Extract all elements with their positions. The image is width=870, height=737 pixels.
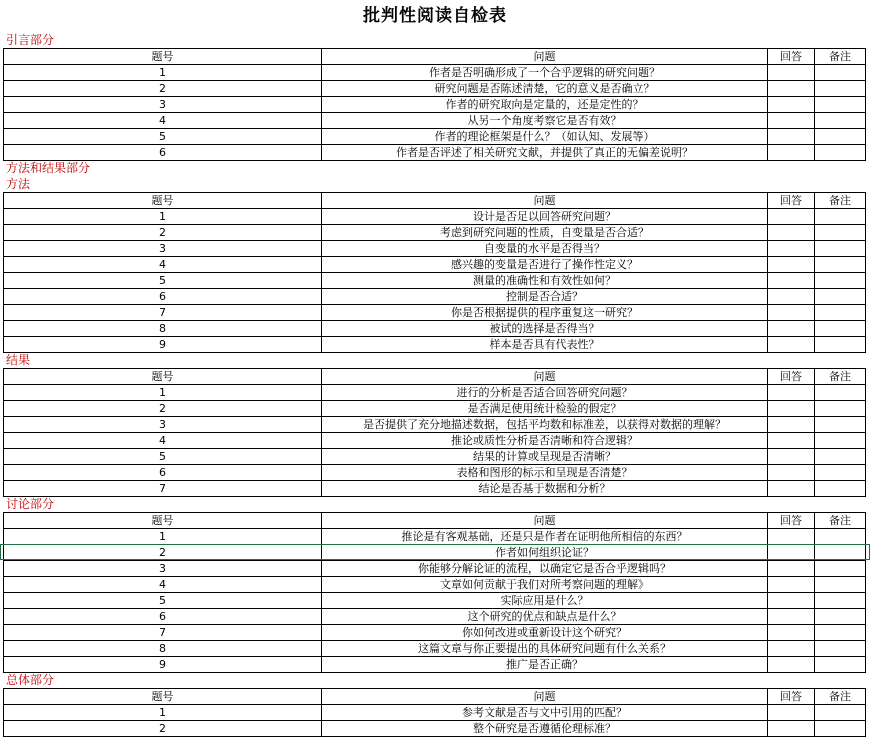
answer-cell[interactable]	[767, 112, 814, 128]
answer-cell[interactable]	[767, 208, 814, 224]
note-cell[interactable]	[814, 704, 866, 720]
question-text[interactable]: 实际应用是什么？	[321, 592, 767, 608]
question-text[interactable]: 你能够分解论证的流程，以确定它是否合乎逻辑吗？	[321, 560, 767, 576]
table-row	[0, 256, 870, 272]
table-row	[0, 592, 870, 608]
table-row	[0, 656, 870, 672]
header-no[interactable]: 题号	[3, 192, 321, 208]
answer-cell[interactable]	[767, 576, 814, 592]
question-text[interactable]: 整个研究是否遵循伦理标准？	[321, 720, 767, 736]
question-number[interactable]: 9	[3, 656, 321, 672]
answer-cell[interactable]	[767, 416, 814, 432]
answer-cell[interactable]	[767, 432, 814, 448]
table-row	[0, 720, 870, 736]
header-note[interactable]: 备注	[814, 48, 866, 64]
table-row	[0, 288, 870, 304]
question-text[interactable]: 样本是否具有代表性？	[321, 336, 767, 352]
question-number[interactable]: 2	[3, 544, 321, 560]
section-label: 方法和结果部分	[6, 161, 91, 175]
table-row	[0, 400, 870, 416]
note-cell[interactable]	[814, 560, 866, 576]
table-row	[0, 240, 870, 256]
question-number[interactable]: 7	[3, 624, 321, 640]
header-note[interactable]: 备注	[814, 192, 866, 208]
table-row	[0, 336, 870, 352]
question-text[interactable]: 是否提供了充分地描述数据，包括平均数和标准差，以获得对数据的理解？	[321, 416, 767, 432]
table-row	[0, 704, 870, 720]
question-text[interactable]: 作者如何组织论证？	[321, 544, 767, 560]
header-answer[interactable]: 回答	[767, 368, 814, 384]
answer-cell[interactable]	[767, 304, 814, 320]
table-row	[0, 560, 870, 576]
table-header-row	[0, 48, 870, 64]
note-cell[interactable]	[814, 304, 866, 320]
table-row	[0, 208, 870, 224]
answer-cell[interactable]	[767, 400, 814, 416]
question-number[interactable]: 7	[3, 304, 321, 320]
question-number[interactable]: 8	[3, 320, 321, 336]
table-row	[0, 576, 870, 592]
header-no[interactable]: 题号	[3, 368, 321, 384]
question-number[interactable]: 1	[3, 208, 321, 224]
table-row	[0, 480, 870, 496]
table-header-row	[0, 368, 870, 384]
note-cell[interactable]	[814, 480, 866, 496]
question-text[interactable]: 进行的分析是否适合回答研究问题？	[321, 384, 767, 400]
table-row	[0, 80, 870, 96]
question-number[interactable]: 1	[3, 704, 321, 720]
table-row	[0, 416, 870, 432]
question-number[interactable]: 9	[3, 336, 321, 352]
header-question[interactable]: 问题	[321, 48, 767, 64]
answer-cell[interactable]	[767, 80, 814, 96]
answer-cell[interactable]	[767, 640, 814, 656]
section-label: 讨论部分	[6, 497, 55, 511]
header-note[interactable]: 备注	[814, 512, 866, 528]
note-cell[interactable]	[814, 144, 866, 160]
question-number[interactable]: 6	[3, 608, 321, 624]
note-cell[interactable]	[814, 96, 866, 112]
answer-cell[interactable]	[767, 384, 814, 400]
header-no[interactable]: 题号	[3, 48, 321, 64]
answer-cell[interactable]	[767, 256, 814, 272]
question-number[interactable]: 2	[3, 80, 321, 96]
note-cell[interactable]	[814, 608, 866, 624]
table-header-row	[0, 688, 870, 704]
question-text[interactable]: 作者的理论框架是什么？（如认知、发展等）	[321, 128, 767, 144]
question-text[interactable]: 你如何改进或重新设计这个研究？	[321, 624, 767, 640]
table-row	[0, 112, 870, 128]
answer-cell[interactable]	[767, 480, 814, 496]
table-header-row	[0, 512, 870, 528]
question-text[interactable]: 作者是否明确形成了一个合乎逻辑的研究问题？	[321, 64, 767, 80]
question-text[interactable]: 推广是否正确？	[321, 656, 767, 672]
note-cell[interactable]	[814, 336, 866, 352]
table-row	[0, 384, 870, 400]
note-cell[interactable]	[814, 240, 866, 256]
question-number[interactable]: 2	[3, 224, 321, 240]
header-answer[interactable]: 回答	[767, 192, 814, 208]
answer-cell[interactable]	[767, 336, 814, 352]
question-number[interactable]: 6	[3, 288, 321, 304]
table-header-row	[0, 192, 870, 208]
note-cell[interactable]	[814, 416, 866, 432]
section-label: 引言部分	[6, 33, 55, 47]
note-cell[interactable]	[814, 384, 866, 400]
note-cell[interactable]	[814, 656, 866, 672]
question-number[interactable]: 1	[3, 384, 321, 400]
question-number[interactable]: 1	[3, 64, 321, 80]
question-number[interactable]: 6	[3, 144, 321, 160]
note-cell[interactable]	[814, 544, 866, 560]
table-row	[0, 432, 870, 448]
answer-cell[interactable]	[767, 96, 814, 112]
question-text[interactable]: 从另一个角度考察它是否有效？	[321, 112, 767, 128]
note-cell[interactable]	[814, 432, 866, 448]
question-text[interactable]: 文章如何贡献于我们对所考察问题的理解》	[321, 576, 767, 592]
table-row	[0, 608, 870, 624]
header-answer[interactable]: 回答	[767, 48, 814, 64]
table-row	[0, 144, 870, 160]
answer-cell[interactable]	[767, 448, 814, 464]
header-answer[interactable]: 回答	[767, 688, 814, 704]
question-text[interactable]: 研究问题是否陈述清楚，它的意义是否确立？	[321, 80, 767, 96]
answer-cell[interactable]	[767, 608, 814, 624]
note-cell[interactable]	[814, 112, 866, 128]
note-cell[interactable]	[814, 400, 866, 416]
header-note[interactable]: 备注	[814, 368, 866, 384]
table-row	[0, 448, 870, 464]
table-row	[0, 464, 870, 480]
question-text[interactable]: 作者是否评述了相关研究文献，并提供了真正的无偏差说明？	[321, 144, 767, 160]
table-row	[0, 224, 870, 240]
question-text[interactable]: 考虑到研究问题的性质，自变量是否合适？	[321, 224, 767, 240]
table-row	[0, 528, 870, 544]
note-cell[interactable]	[814, 448, 866, 464]
answer-cell[interactable]	[767, 272, 814, 288]
header-no[interactable]: 题号	[3, 512, 321, 528]
note-cell[interactable]	[814, 528, 866, 544]
header-no[interactable]: 题号	[3, 688, 321, 704]
note-cell[interactable]	[814, 640, 866, 656]
answer-cell[interactable]	[767, 144, 814, 160]
question-number[interactable]: 7	[3, 480, 321, 496]
question-number[interactable]: 6	[3, 464, 321, 480]
section-label: 结果	[6, 353, 31, 367]
answer-cell[interactable]	[767, 656, 814, 672]
table-row	[0, 304, 870, 320]
header-question[interactable]: 问题	[321, 192, 767, 208]
table-row	[0, 128, 870, 144]
question-text[interactable]: 测量的准确性和有效性如何？	[321, 272, 767, 288]
question-number[interactable]: 8	[3, 640, 321, 656]
note-cell[interactable]	[814, 208, 866, 224]
answer-cell[interactable]	[767, 128, 814, 144]
table-row	[0, 624, 870, 640]
note-cell[interactable]	[814, 288, 866, 304]
answer-cell[interactable]	[767, 560, 814, 576]
note-cell[interactable]	[814, 576, 866, 592]
answer-cell[interactable]	[767, 288, 814, 304]
note-cell[interactable]	[814, 80, 866, 96]
question-number[interactable]: 5	[3, 448, 321, 464]
table-row	[0, 272, 870, 288]
table-row	[0, 320, 870, 336]
note-cell[interactable]	[814, 256, 866, 272]
question-text[interactable]: 感兴趣的变量是否进行了操作性定义？	[321, 256, 767, 272]
question-text[interactable]: 作者的研究取向是定量的，还是定性的？	[321, 96, 767, 112]
note-cell[interactable]	[814, 64, 866, 80]
question-text[interactable]: 结论是否基于数据和分析？	[321, 480, 767, 496]
header-question[interactable]: 问题	[321, 688, 767, 704]
question-text[interactable]: 是否满足使用统计检验的假定？	[321, 400, 767, 416]
note-cell[interactable]	[814, 624, 866, 640]
question-text[interactable]: 这篇文章与你正要提出的具体研究问题有什么关系？	[321, 640, 767, 656]
question-number[interactable]: 2	[3, 400, 321, 416]
table-row	[0, 640, 870, 656]
question-number[interactable]: 4	[3, 576, 321, 592]
question-number[interactable]: 2	[3, 720, 321, 736]
section-label: 总体部分	[6, 673, 55, 687]
note-cell[interactable]	[814, 592, 866, 608]
answer-cell[interactable]	[767, 592, 814, 608]
answer-cell[interactable]	[767, 544, 814, 560]
note-cell[interactable]	[814, 224, 866, 240]
answer-cell[interactable]	[767, 464, 814, 480]
question-text[interactable]: 设计是否足以回答研究问题？	[321, 208, 767, 224]
question-number[interactable]: 5	[3, 128, 321, 144]
question-number[interactable]: 5	[3, 272, 321, 288]
note-cell[interactable]	[814, 720, 866, 736]
answer-cell[interactable]	[767, 528, 814, 544]
question-number[interactable]: 5	[3, 592, 321, 608]
answer-cell[interactable]	[767, 720, 814, 736]
question-number[interactable]: 3	[3, 416, 321, 432]
answer-cell[interactable]	[767, 224, 814, 240]
table-row	[0, 64, 870, 80]
question-number[interactable]: 4	[3, 112, 321, 128]
note-cell[interactable]	[814, 320, 866, 336]
question-text[interactable]: 推论或质性分析是否清晰和符合逻辑？	[321, 432, 767, 448]
section-label: 方法	[6, 177, 31, 191]
question-number[interactable]: 1	[3, 528, 321, 544]
question-text[interactable]: 推论是有客观基础，还是只是作者在证明他所相信的东西？	[321, 528, 767, 544]
question-text[interactable]: 自变量的水平是否得当？	[321, 240, 767, 256]
table-row	[0, 96, 870, 112]
header-question[interactable]: 问题	[321, 512, 767, 528]
question-text[interactable]: 被试的选择是否得当？	[321, 320, 767, 336]
question-number[interactable]: 4	[3, 432, 321, 448]
answer-cell[interactable]	[767, 64, 814, 80]
question-text[interactable]: 控制是否合适？	[321, 288, 767, 304]
table-row	[0, 544, 870, 560]
question-number[interactable]: 3	[3, 240, 321, 256]
question-text[interactable]: 结果的计算或呈现是否清晰？	[321, 448, 767, 464]
note-cell[interactable]	[814, 272, 866, 288]
note-cell[interactable]	[814, 464, 866, 480]
answer-cell[interactable]	[767, 240, 814, 256]
question-number[interactable]: 4	[3, 256, 321, 272]
header-question[interactable]: 问题	[321, 368, 767, 384]
note-cell[interactable]	[814, 128, 866, 144]
answer-cell[interactable]	[767, 320, 814, 336]
header-answer[interactable]: 回答	[767, 512, 814, 528]
header-note[interactable]: 备注	[814, 688, 866, 704]
question-text[interactable]: 这个研究的优点和缺点是什么？	[321, 608, 767, 624]
question-text[interactable]: 表格和图形的标示和呈现是否清楚？	[321, 464, 767, 480]
question-text[interactable]: 你是否根据提供的程序重复这一研究？	[321, 304, 767, 320]
question-text[interactable]: 参考文献是否与文中引用的匹配？	[321, 704, 767, 720]
answer-cell[interactable]	[767, 704, 814, 720]
sheet-title: 批判性阅读自检表	[363, 6, 507, 26]
answer-cell[interactable]	[767, 624, 814, 640]
question-number[interactable]: 3	[3, 560, 321, 576]
question-number[interactable]: 3	[3, 96, 321, 112]
